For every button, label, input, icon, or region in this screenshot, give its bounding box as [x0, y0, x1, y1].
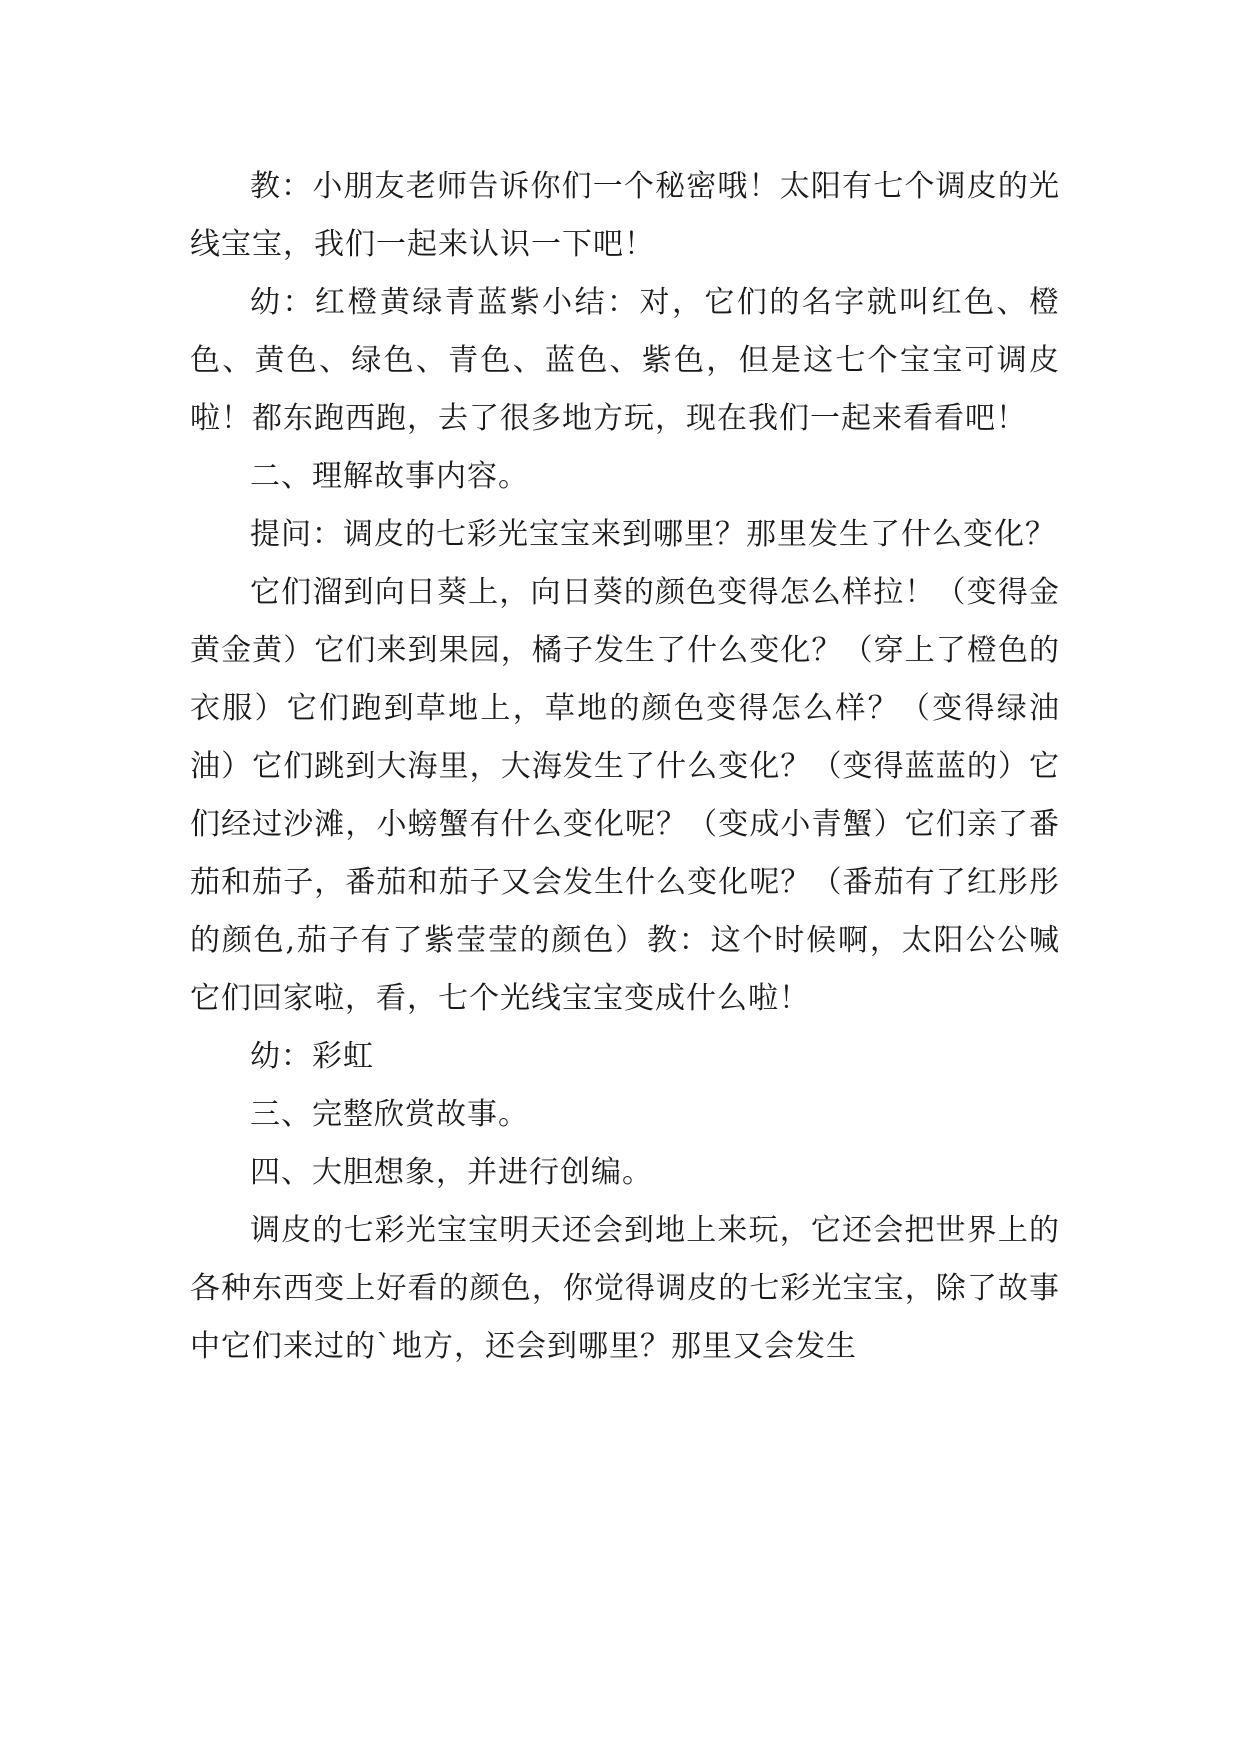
paragraph: 教：小朋友老师告诉你们一个秘密哦！太阳有七个调皮的光线宝宝，我们一起来认识一下吧！ — [190, 169, 1060, 262]
paragraph: 提问：调皮的七彩光宝宝来到哪里？那里发生了什么变化？ — [250, 517, 1056, 552]
paragraph: 它们溜到向日葵上，向日葵的颜色变得怎么样拉！（变得金黄金黄）它们来到果园，橘子发生了什么变化？（穿上了橙色的衣服）它们跑到草地上，草地的颜色变得怎么样？（变得绿油油）它们跳到大海里，大海发生了什么变化？（变得蓝蓝的）它们经过沙滩，小螃蟹有什么变化呢？（变成小青蟹）它们亲了番茄和茄子，番茄和茄子又会发生什么变化呢？（番茄有了红彤彤的颜色,茄子有了紫莹莹的颜色）教：这个时候啊，太阳公公喊它们回家啦，看，七个光线宝宝变成什么啦！ — [190, 575, 1060, 1016]
document-body — [190, 158, 1060, 1376]
paragraph: 幼：红橙黄绿青蓝紫小结：对，它们的名字就叫红色、橙色、黄色、绿色、青色、蓝色、紫色，但是这七个宝宝可调皮啦！都东跑西跑，去了很多地方玩，现在我们一起来看看吧！ — [190, 285, 1060, 436]
section-heading: 四、大胆想象，并进行创编。 — [250, 1155, 653, 1190]
section-heading: 三、完整欣赏故事。 — [250, 1097, 529, 1132]
section-heading: 二、理解故事内容。 — [250, 459, 529, 494]
paragraph: 调皮的七彩光宝宝明天还会到地上来玩，它还会把世界上的各种东西变上好看的颜色，你觉得调皮的七彩光宝宝，除了故事中它们来过的`地方，还会到哪里？那里又会发生 — [190, 1213, 1060, 1364]
paragraph: 幼：彩虹 — [250, 1039, 374, 1074]
